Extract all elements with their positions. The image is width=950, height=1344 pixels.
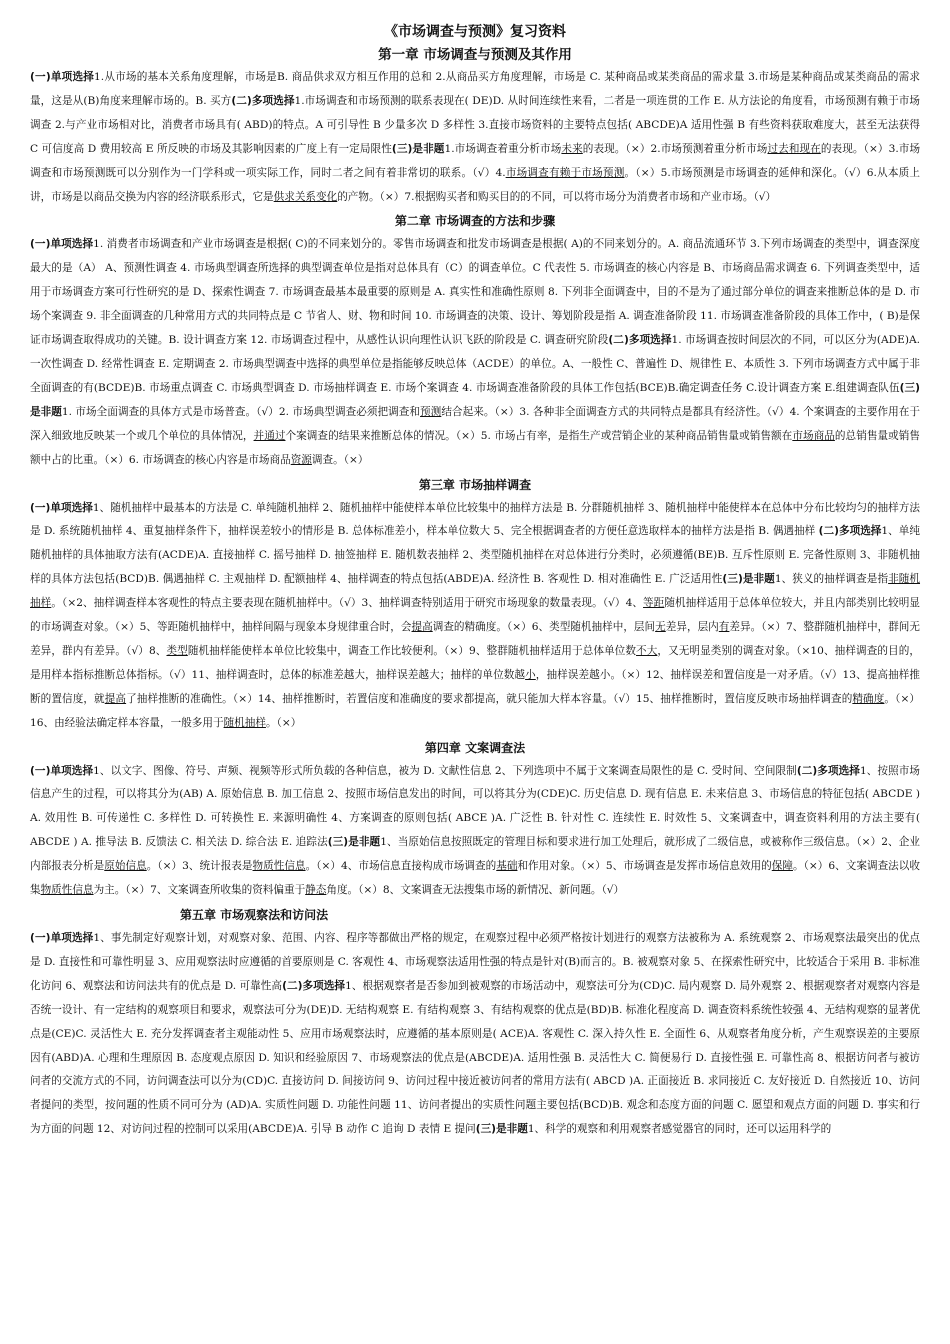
- chapter-body: [30, 760, 920, 903]
- underlined-term: 原始信息: [104, 860, 147, 873]
- chapter-title: 第五章 市场观察法和访问法: [180, 908, 329, 922]
- question-section-label: (三)是非题: [475, 1123, 528, 1136]
- underlined-term: 等距: [643, 597, 665, 610]
- chapter-title: 第三章 市场抽样调查: [418, 477, 532, 492]
- body-text: 了抽样推断的准确性。（×）14、抽样推断时，若置信度和准确度的要求都提高，就只能加大样本容量。（√）15、抽样推断时，置信度反映市场抽样调查的: [126, 692, 853, 705]
- underlined-term: 市场商品: [792, 429, 835, 442]
- body-text: 结合起来。（×）3. 各种非全面调查方式的共同特点是都具有经济性。（√）4. 个案调查的主要作用在于深入细致地反映某一个或几个单位的具体情况，: [30, 405, 921, 442]
- question-section-label: (一)单项选择: [30, 764, 94, 777]
- body-text: 1、随机抽样中最基本的方法是 C. 单纯随机抽样 2、随机抽样中能使样本单位比较集中的抽样方法是 B. 分群随机抽样 3、随机抽样中能使样本在总体中分布比较均匀的抽样方法是 D. 系统随机抽样 4、重复抽样条件下，抽样误差较小的情形是 B. 总体标准差小，样本单位数大 5、完全根据调查者的方便任意选取样本的抽样方法是指 B. 偶遇抽样: [30, 501, 920, 538]
- underlined-term: 市场调查有赖于市场预测: [505, 166, 625, 179]
- body-text: 1、事先制定好观察计划，对观察对象、范围、内容、程序等都做出严格的规定，在观察过程中必须严格按计划进行的观察方法被称为 A. 系统观察 2、市场观察法最突出的优点是 D. 直接性和可靠性明显 3、应用观察法时应遵循的首要原则是 C. 客观性 4、市场观察法适用性强的特点是针对(B)而言的。B. 被观察对象 5、在探索性研究中，比较适合于采用 B. 非标准化访问 6、观察法和访问法共有的优点是 D. 可靠性高: [30, 932, 921, 992]
- underlined-term: 过去和现在: [767, 142, 821, 155]
- underlined-term: 有: [718, 621, 730, 634]
- chapter-2: [30, 209, 920, 472]
- body-text: 的产物。（×）7.根据购买者和购买目的的不同，可以将市场分为消费者市场和产业市场。（√）: [337, 190, 777, 203]
- question-section-label: (二)多项选择: [282, 979, 346, 992]
- body-text: 。（×）3、统计报表是: [146, 860, 253, 873]
- underlined-term: 小: [525, 668, 536, 681]
- body-text: 。（×）5.市场预测是市场调查的延伸和深化。（√）6.从本质上讲，市场是以商品交换为内容的经济联系形式，它是: [30, 166, 920, 203]
- underlined-term: 提高: [411, 621, 433, 634]
- underlined-term: 精确度: [852, 692, 885, 705]
- chapter-title: 第四章 文案调查法: [424, 740, 526, 755]
- body-text: 1. 市场全面调查的具体方式是市场普查。（√）2. 市场典型调查必须把调查和: [61, 405, 421, 418]
- question-section-label: (一)单项选择: [30, 501, 93, 514]
- body-text: 角度。（×）8、文案调查无法搜集市场的新情况、新问题。（√）: [326, 884, 625, 897]
- body-text: 的表现。（×）3.市场调查和市场预测既可以分别作为一门学科或一项实际工作，同时二者之间有着非常切的联系。（√）4.: [30, 142, 921, 179]
- document-title: 《市场调查与预测》复习资料: [384, 24, 566, 40]
- body-text: 随机抽样能使样本单位比较集中，调查工作比较便利。（×）9、整群随机抽样适用于总体单位数: [187, 644, 637, 657]
- body-text: 的总销售量或销售额中占的比重。（×）6. 市场调查的核心内容是市场商品: [30, 429, 921, 466]
- chapter-body: [30, 66, 920, 209]
- chapter-body: [30, 233, 920, 472]
- body-text: 调查。（×）: [311, 453, 369, 466]
- chapter-title: 第一章 市场调查与预测及其作用: [378, 47, 572, 63]
- underlined-term: 保障: [771, 860, 793, 873]
- body-text: ，又无明显类别的调查对象。（×10、抽样调查的目的，是用样本指标推断总体指标。（√）11、抽样调查时，总体的标准差越大，抽样误差越大；抽样的单位数越: [30, 644, 920, 681]
- body-text: 。（×）16、由经验法确定样本容量，一般多用于: [30, 692, 921, 729]
- body-text: 和作用对象。（×）5、市场调查是发挥市场信息效用的: [517, 860, 772, 873]
- body-text: 1.从市场的基本关系角度理解，市场是B. 商品供求双方相互作用的总和 2.从商品买方角度理解，市场是 C. 某种商品或某类商品的需求量 3.市场是某种商品或某类商品的需求量，这是从(B)角度来理解市场的。B. 买方: [30, 71, 921, 107]
- body-text: 1. 消费者市场调查和产业市场调查是根据( C)的不同来划分的。零售市场调查和批发市场调查是根据( A)的不同来划分的。A. 商品流通环节 3.下列市场调查的类型中，调查深度最大的是（A） A、预测性调查 4. 市场典型调查所选择的典型调查单位是指对总体具有（C）的调查单位。C 代表性 5. 市场调查的核心内容是 B、市场商品需求调查 6. 下列调查类型中，适用于市场调查方案可行性研究的是 D、探索性调查 7. 市场调查最基本最重要的原则是 A. 真实性和准确性原则 8. 下列非全面调查中，目的不是为了通过部分单位的调查来推断总体的是 D. 市场个案调查 9. 非全面调查的几种常用方式的共同特点是 C 节省人、财、物和时间 10. 市场调查的决策、设计、筹划阶段是指 A. 调查准备阶段 11. 市场调查准备阶段的具体工作中，( B)是保证市场调查取得成功的关键。B. 设计调查方案 12. 市场调查过程中，从感性认识向理性认识飞跃的阶段是 C. 调查研究阶段: [30, 238, 920, 347]
- underlined-term: 静态: [305, 884, 327, 897]
- underlined-term: 非随机抽样: [30, 573, 921, 610]
- underlined-term: 供求关系变化: [273, 190, 338, 203]
- question-section-label: (二)多项选择: [818, 525, 882, 538]
- body-text: 。（×）4、市场信息直接构成市场调查的: [305, 860, 497, 873]
- body-text: 差异。（×）7、整群随机抽样中，群间无差异，群内有差异。（√）8、: [30, 621, 921, 657]
- underlined-term: 未来: [561, 142, 583, 155]
- chapter-body: [30, 927, 920, 1142]
- chapter-4: [30, 736, 920, 903]
- body-text: 调查的精确度。（×）6、类型随机抽样中，层间: [432, 621, 656, 634]
- question-section-label: (一)单项选择: [30, 932, 94, 944]
- body-text: 。（×2、抽样调查样本客观性的特点主要表现在随机抽样中。（√）3、抽样调查特别适用于研究市场现象的数量表现。（√）4、: [51, 597, 644, 610]
- underlined-term: 类型: [166, 644, 188, 657]
- underlined-term: 并通过: [253, 429, 286, 442]
- body-text: 1、科学的观察和利用观察者感觉器官的同时，还可以运用科学的: [527, 1123, 832, 1136]
- question-section-label: (三)是非题: [327, 836, 381, 849]
- underlined-term: 随机抽样: [223, 716, 266, 729]
- body-text: 个案调查的结果来推断总体的情况。（×）5. 市场占有率，是指生产或营销企业的某种商品销售量或销售额在: [285, 429, 793, 442]
- body-text: 1、以文字、图像、符号、声频、视频等形式所负载的各种信息，被为 D. 文献性信息 2、下列选项中不属于文案调查局限性的是 C. 受时间、空间限制: [93, 764, 797, 777]
- body-text: 1、狭义的抽样调查是指: [774, 573, 889, 586]
- chapter-title: 第二章 市场调查的方法和步骤: [394, 214, 556, 229]
- question-section-label: (二)多项选择: [608, 334, 672, 347]
- underlined-term: 物质性信息: [40, 884, 94, 897]
- underlined-term: 基础: [496, 860, 518, 873]
- body-text: 的表现。（×）2.市场预测着重分析市场: [582, 142, 768, 155]
- body-text: 。（×）6、文案调查法以收集: [30, 860, 920, 897]
- chapter-body: [30, 497, 920, 736]
- body-text: 1. 市场调查按时间层次的不同，可以区分为(ADE)A. 一次性调查 D. 经常性调查 E. 定期调查 2. 市场典型调查中选择的典型单位是指能够反映总体（ACDE）的单位。A、一般性 C、普遍性 D、规律性 E、本质性 3. 下列市场调查方式中属于非全面调查的有(BCDE)B. 市场重点调查 C. 市场典型调查 D. 市场抽样调查 E. 市场个案调查 4. 市场调查准备阶段的具体工作包括(BCE)B.确定调查任务 C.设计调查方案 E.组建调查队伍: [30, 334, 920, 394]
- question-section-label: (三)是非题: [391, 142, 445, 155]
- body-text: 随机抽样适用于总体单位较大，并且内部类别比较明显的市场调查对象。（×）5、等距随机抽样中，抽样间隔与现象本身规律重合时，会: [30, 597, 921, 634]
- body-text: 1、按照市场信息产生的过程，可以将其分为(AB) A. 原始信息 B. 加工信息 2、按照市场信息发出的时间，可以将其分为(CDE)C. 历史信息 D. 现有信息 E. 未来信息 3、市场信息的特征包括( ABCDE ) A. 效用性 B. 可传递性 C. 多样性 D. 可转换性 E. 来源明确性 4、方案调查的原则包括( ABCE )A. 广泛性 B. 针对性 C. 连续性 E. 时效性 5、文案调查中，调查资料利用的方法主要有( ABCDE ) A. 推导法 B. 反馈法 C. 相关法 D. 综合法 E. 追踪法: [30, 764, 920, 849]
- body-text: 为主。（×）7、文案调查所收集的资料偏重于: [93, 884, 306, 897]
- body-text: 1、单纯随机抽样的具体抽取方法有(ACDE)A. 直接抽样 C. 摇号抽样 D. 抽签抽样 E. 随机数表抽样 2、类型随机抽样在对总体进行分类时，必须遵循(BE)B. 互斥性原则 E. 完备性原则 3、非随机抽样的具体方法包括(BCD)B. 偶遇抽样 C. 主观抽样 D. 配额抽样 4、抽样调查的特点包括(ABDE)A. 经济性 B. 客观性 D. 相对准确性 E. 广泛适用性: [30, 525, 920, 586]
- underlined-term: 无: [655, 621, 666, 634]
- body-text: 1、根据观察者是否参加到被观察的市场活动中，观察法可分为(CD)C. 局内观察 D. 局外观察 2、根据观察者对观察内容是否统一设计、有一定结构的观察项目和要求，观察法可分为(DE)D. 无结构观察 E. 有结构观察 3、有结构观察的优点是(BD)B. 标准化程度高 D. 调查资料系统性较强 4、无结构观察的显著优点是(CE)C. 灵活性大 E. 充分发挥调查者主观能动性 5、应用市场观察法时，应遵循的基本原则是( ACE)A. 客观性 C. 深入持久性 E. 全面性 6、从观察者角度分析，产生观察误差的主要原因有(ABD)A. 心理和生理原因 B. 态度观点原因 D. 知识和经验原因 7、市场观察法的优点是(ABCDE)A. 适用性强 B. 灵活性大 C. 简便易行 D. 直接性强 E. 可靠性高 8、根据访问者与被访问者的交流方式的不同，访问调查法可以分为(CD)C. 直接访问 D. 间接访问 9、访问过程中接近被访问者的常用方法有( ABCD )A. 正面接近 B. 求同接近 C. 友好接近 D. 自然接近 10、访问者提问的类型，按问题的性质不同可分为 (AD)A. 实质性问题 D. 功能性问题 11、访问者提出的实质性问题主要包括(BCD)B. 观念和态度方面的问题 C. 愿望和观点方面的问题 D. 事实和行为方面的问题 12、对访问过程的控制可以采用(ABCDE)A. 引导 B 动作 C 追询 D 表情 E 提问: [30, 979, 921, 1136]
- chapter-1: [30, 44, 920, 209]
- body-text: ，抽样误差越小。（×）12、抽样误差和置信度是一对矛盾。（√）13、提高抽样推断的置信度，就: [30, 668, 921, 705]
- question-section-label: (二)多项选择: [231, 94, 295, 107]
- underlined-term: 不大: [636, 644, 658, 657]
- underlined-term: 资源: [290, 453, 312, 466]
- question-section-label: (一)单项选择: [30, 238, 94, 251]
- chapter-5: [30, 903, 920, 1142]
- body-text: 1.市场调查着重分析市场: [444, 142, 562, 155]
- body-text: 1.市场调查和市场预测的联系表现在( DE)D. 从时间连续性来看，二者是一项连贯的工作 E. 从方法论的角度看，市场预测有赖于市场调查 2.与产业市场相对比，消费者市场具有( ABD)的特点。A 可引导性 B 少量多次 D 多样性 3.直接市场资料的主要特点包括( ABCDE)A 适用性强 B 有些资料获取难度大，甚至无法获得 C 可信度高 D 费用较高 E 所反映的市场及其影响因素的广度上有一定局限性: [30, 94, 920, 155]
- body-text: 1、当原始信息按照既定的管理目标和要求进行加工处理后，就形成了二级信息，或被称作三级信息。（×）2、企业内部报表分析是: [30, 836, 920, 873]
- question-section-label: (三)是非题: [30, 381, 920, 418]
- underlined-term: 物质性信息: [252, 860, 306, 873]
- question-section-label: (一)单项选择: [30, 71, 95, 83]
- body-text: 差异，层内: [665, 621, 719, 634]
- question-section-label: (三)是非题: [722, 573, 775, 586]
- chapter-3: [30, 473, 920, 736]
- underlined-term: 提高: [104, 692, 127, 705]
- question-section-label: (二)多项选择: [796, 764, 860, 777]
- body-text: 。（×）: [265, 716, 302, 729]
- underlined-term: 预测: [420, 405, 442, 418]
